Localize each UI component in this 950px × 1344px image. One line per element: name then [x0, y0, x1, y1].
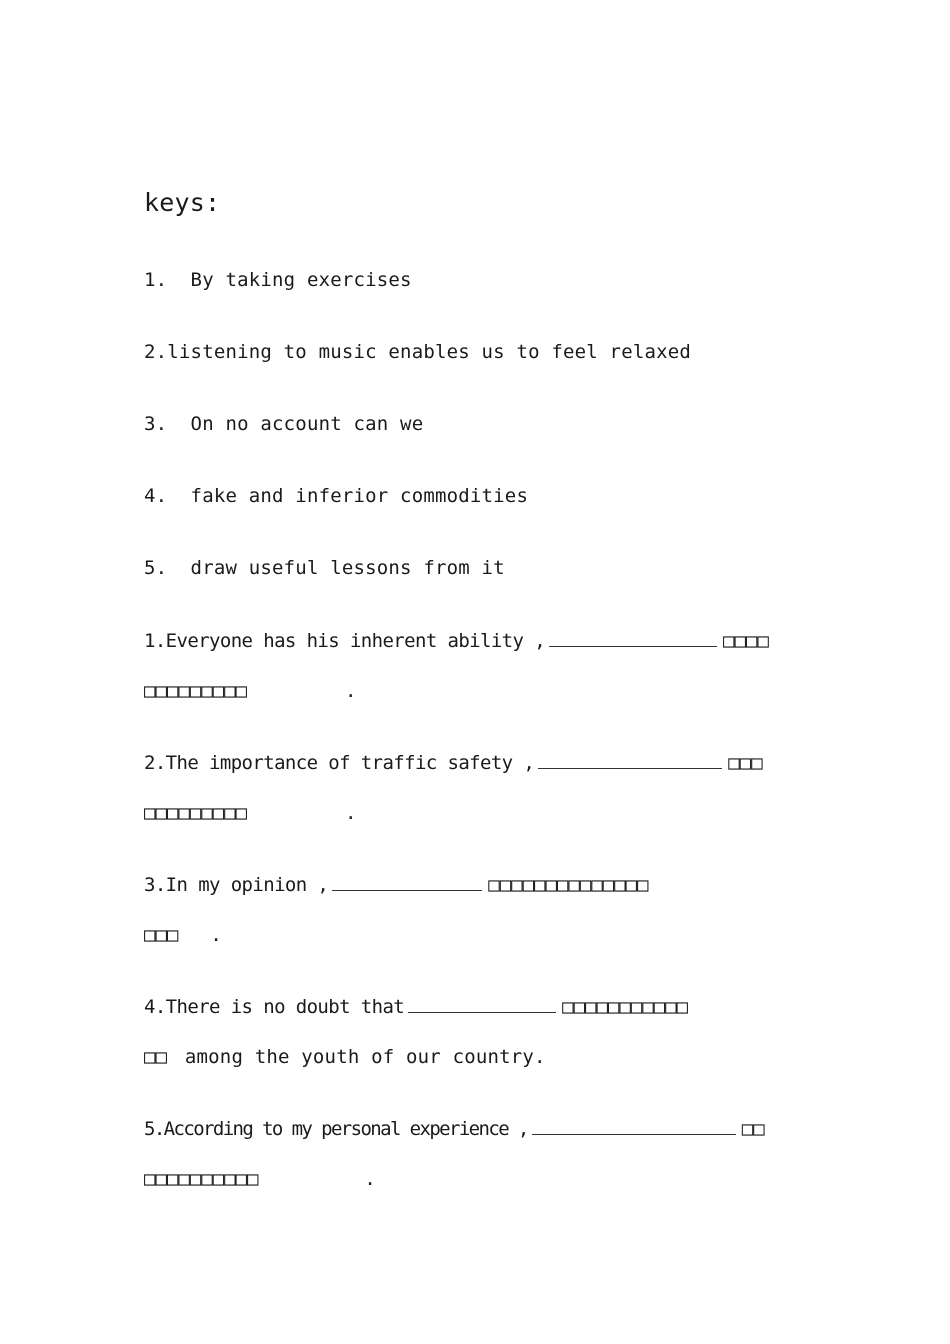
- exercise-2-continuation: □□□□□□□□□: [144, 802, 247, 824]
- exercise-5-suffix: □□: [741, 1118, 765, 1140]
- key-item-2: 2.listening to music enables us to feel relaxed: [144, 341, 692, 363]
- exercise-3-end: .: [210, 924, 222, 946]
- exercise-1-blank: [549, 630, 717, 647]
- key-item-3: 3. On no account can we: [144, 413, 424, 435]
- exercise-4-end: among the youth of our country.: [184, 1046, 546, 1068]
- exercise-4-line-1: [144, 995, 688, 1019]
- exercise-5-line-2: [144, 1167, 376, 1191]
- key-item-5: 5. draw useful lessons from it: [144, 557, 505, 579]
- exercise-1-line-2: [144, 679, 357, 703]
- exercise-2-line-2: [144, 801, 357, 825]
- key-item-4: 4. fake and inferior commodities: [144, 485, 529, 507]
- exercise-2-suffix: □□□: [728, 752, 763, 774]
- exercise-1-suffix: □□□□: [723, 630, 769, 652]
- exercise-5-continuation: □□□□□□□□□□: [144, 1168, 259, 1190]
- exercise-5-end: .: [364, 1168, 377, 1190]
- exercise-4-continuation: □□: [144, 1046, 167, 1068]
- exercise-2-blank: [538, 752, 722, 769]
- exercise-3-continuation: □□□: [144, 924, 179, 946]
- keys-heading: keys:: [144, 188, 221, 217]
- exercise-2-prefix: 2.The importance of traffic safety ,: [144, 752, 535, 774]
- exercise-3-suffix: □□□□□□□□□□□□□□: [488, 874, 649, 896]
- exercise-3-line-1: [144, 873, 648, 897]
- exercise-5-prefix: 5.According to my personal experience ,: [144, 1118, 528, 1140]
- exercise-5-line-1: [144, 1117, 765, 1141]
- exercise-3-blank: [332, 874, 482, 891]
- exercise-2-end: .: [344, 802, 357, 824]
- exercise-3-line-2: [144, 923, 222, 947]
- key-item-1: 1. By taking exercises: [144, 269, 412, 291]
- exercise-4-line-2: [144, 1045, 546, 1069]
- exercise-4-suffix: □□□□□□□□□□□: [562, 996, 688, 1018]
- exercise-2-line-1: [144, 751, 763, 775]
- exercise-4-prefix: 4.There is no doubt that: [144, 996, 405, 1018]
- exercise-5-blank: [532, 1118, 736, 1135]
- exercise-4-blank: [408, 996, 556, 1013]
- exercise-1-line-1: [144, 629, 769, 653]
- exercise-1-end: .: [344, 680, 357, 702]
- exercise-1-prefix: 1.Everyone has his inherent ability ,: [144, 630, 546, 652]
- exercise-1-continuation: □□□□□□□□□: [144, 680, 247, 702]
- exercise-3-prefix: 3.In my opinion ,: [144, 874, 329, 896]
